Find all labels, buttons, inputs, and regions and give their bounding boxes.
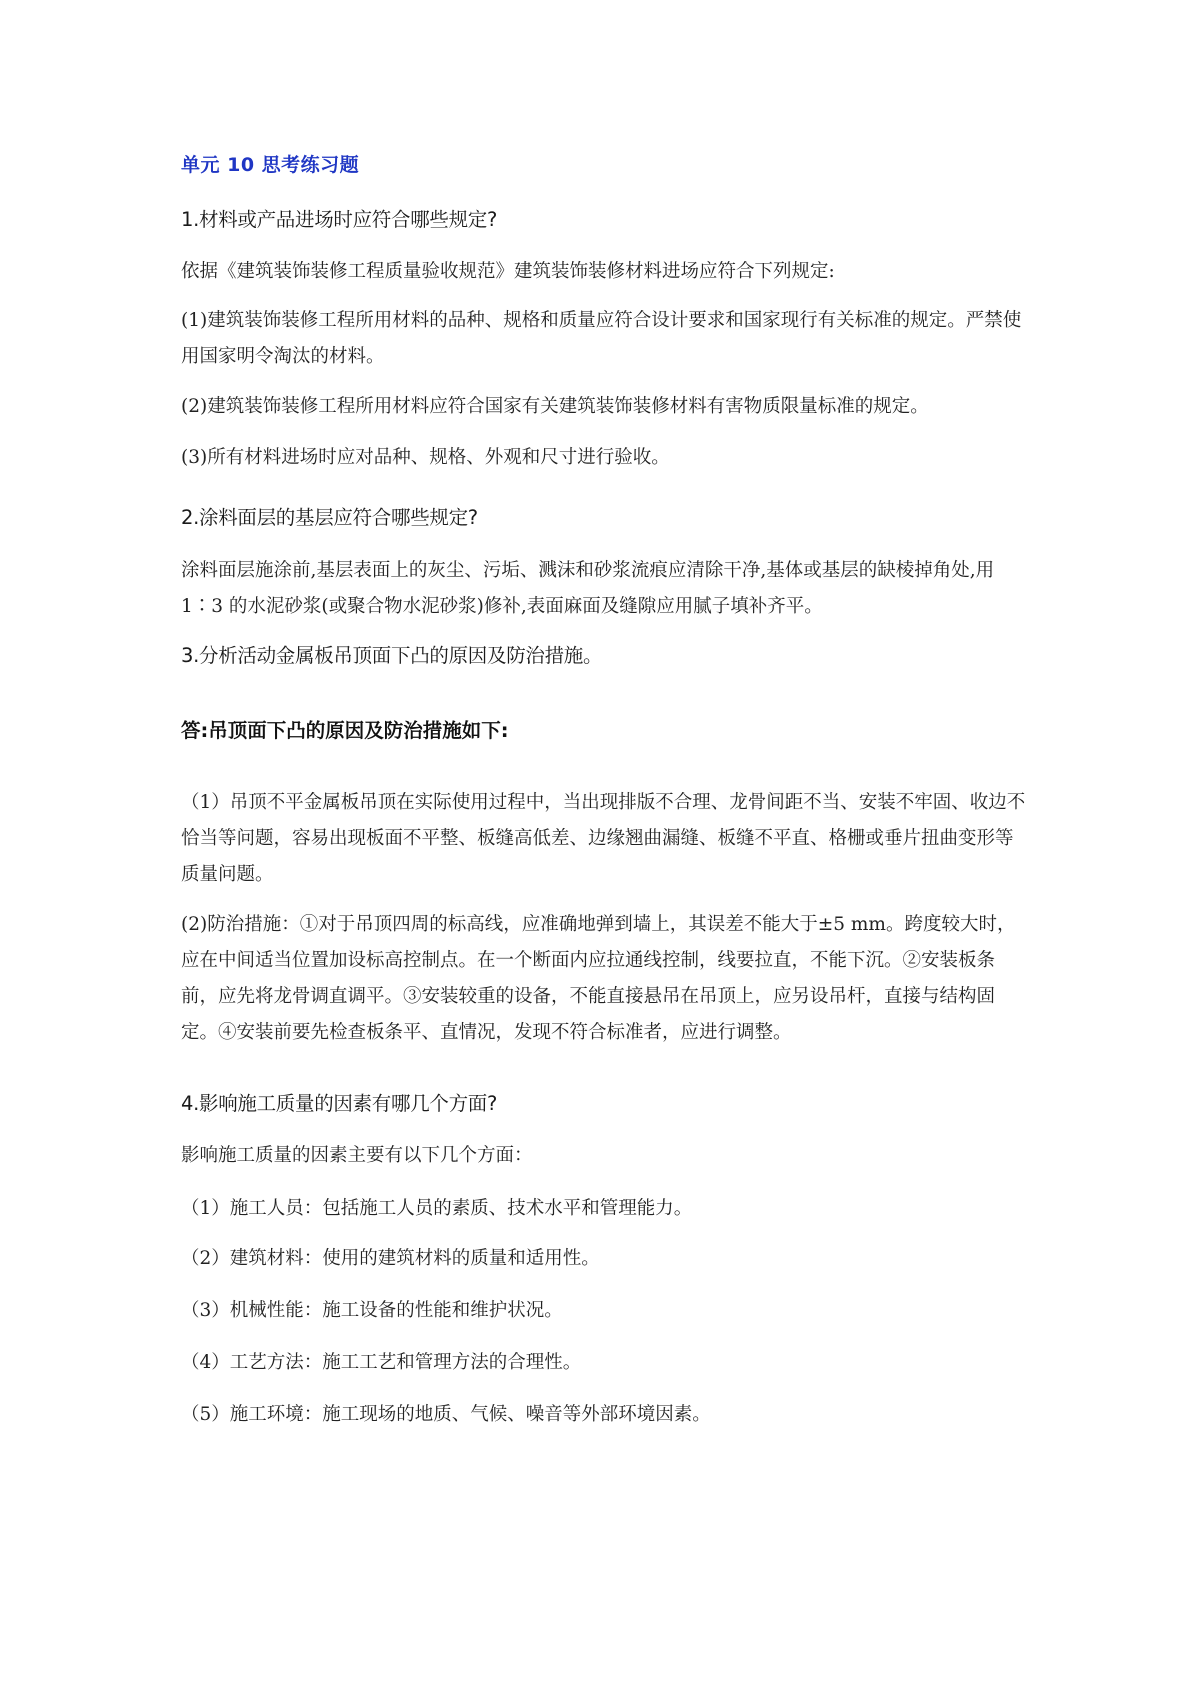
- q3-answer-heading: 答:吊顶面下凸的原因及防治措施如下:: [181, 719, 509, 742]
- q4-item-2: （2）建筑材料：使用的建筑材料的质量和适用性。: [181, 1248, 600, 1269]
- q1-item-1: (1)建筑装饰装修工程所用材料的品种、规格和质量应符合设计要求和国家现行有关标准的规定。严禁使用国家明令淘汰的材料。: [181, 310, 1022, 367]
- q4-item-4: （4）工艺方法：施工工艺和管理方法的合理性。: [181, 1352, 582, 1373]
- q4-item-1: （1）施工人员：包括施工人员的素质、技术水平和管理能力。: [181, 1198, 693, 1219]
- q4-item-3: （3）机械性能：施工设备的性能和维护状况。: [181, 1300, 563, 1321]
- question-3: 3.分析活动金属板吊顶面下凸的原因及防治措施。: [181, 644, 603, 667]
- question-4: 4.影响施工质量的因素有哪几个方面?: [181, 1092, 498, 1115]
- q1-item-3: (3)所有材料进场时应对品种、规格、外观和尺寸进行验收。: [181, 447, 670, 468]
- question-2: 2.涂料面层的基层应符合哪些规定?: [181, 506, 478, 529]
- q4-intro: 影响施工质量的因素主要有以下几个方面：: [181, 1145, 533, 1166]
- q4-item-5: （5）施工环境：施工现场的地质、气候、噪音等外部环境因素。: [181, 1404, 711, 1425]
- q2-answer: 涂料面层施涂前,基层表面上的灰尘、污垢、溅沫和砂浆流痕应清除干净,基体或基层的缺棱掉角处,用 1∶3 的水泥砂浆(或聚合物水泥砂浆)修补,表面麻面及缝隙应用腻子填补齐平。: [181, 560, 995, 617]
- unit-title: 单元 10 思考练习题: [181, 154, 360, 176]
- question-1: 1.材料或产品进场时应符合哪些规定?: [181, 208, 498, 231]
- q1-intro: 依据《建筑装饰装修工程质量验收规范》建筑装饰装修材料进场应符合下列规定:: [181, 261, 835, 282]
- q1-item-2: (2)建筑装饰装修工程所用材料应符合国家有关建筑装饰装修材料有害物质限量标准的规定。: [181, 396, 929, 417]
- q3-item-1: （1）吊顶不平金属板吊顶在实际使用过程中，当出现排版不合理、龙骨间距不当、安装不牢固、收边不恰当等问题，容易出现板面不平整、板缝高低差、边缘翘曲漏缝、板缝不平直、格栅或垂片扭曲变形等质量问题。: [181, 792, 1026, 885]
- q3-item-2: (2)防治措施：①对于吊顶四周的标高线，应准确地弹到墙上，其误差不能大于±5 mm。跨度较大时，应在中间适当位置加设标高控制点。在一个断面内应拉通线控制，线要拉直，不能下沉。②安装板条前，应先将龙骨调直调平。③安装较重的设备，不能直接悬吊在吊顶上，应另设吊杆，直接与结构固定。④安装前要先检查板条平、直情况，发现不符合标准者，应进行调整。: [181, 914, 1016, 1043]
